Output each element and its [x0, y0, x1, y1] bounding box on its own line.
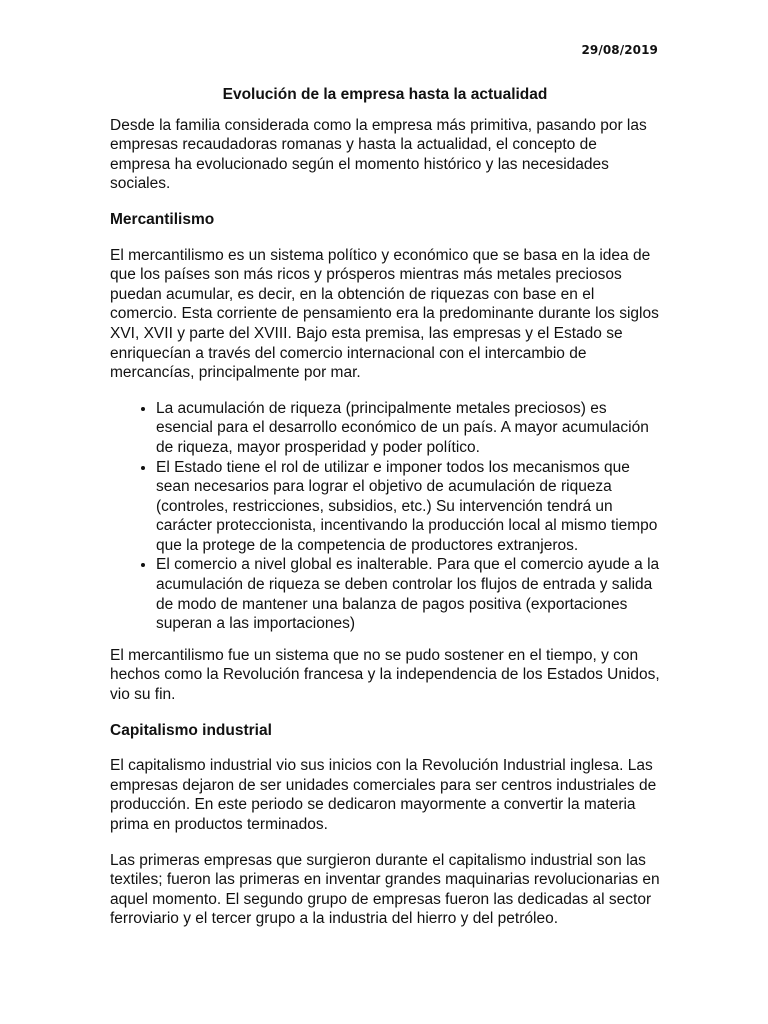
mercantilismo-paragraph-2: El mercantilismo fue un sistema que no se pudo sostener en el tiempo, y con hechos como la Revolución francesa y la independencia de los Estados Unidos, vio su fin. — [110, 646, 660, 704]
document-body — [110, 85, 660, 945]
section-heading-mercantilismo: Mercantilismo — [110, 210, 215, 228]
capitalismo-paragraph-1: El capitalismo industrial vio sus inicios con la Revolución Industrial inglesa. Las empresas dejaron de ser unidades comerciales para ser centros industriales de producción. En este periodo se dedicaron mayormente a convertir la materia prima en productos terminados. — [110, 757, 657, 833]
section-heading-capitalismo-industrial: Capitalismo industrial — [110, 721, 272, 739]
intro-paragraph: Desde la familia considerada como la empresa más primitiva, pasando por las empresas recaudadoras romanas y hasta la actualidad, el concepto de empresa ha evolucionado según el momento histórico y las necesidades sociales. — [110, 116, 647, 193]
mercantilismo-paragraph-1: El mercantilismo es un sistema político y económico que se basa en la idea de que los países son más ricos y prósperos mientras más metales preciosos puedan acumular, es decir, en la obtención de riquezas con base en el comercio. Esta corriente de pensamiento era la predominante durante los siglos XVI, XVII y parte del XVIII. Bajo esta premisa, las empresas y el Estado se enriquecían a través del comercio internacional con el intercambio de mercancías, principalmente por mar. — [110, 246, 659, 382]
capitalismo-paragraph-2: Las primeras empresas que surgieron durante el capitalismo industrial son las textiles; fueron las primeras en inventar grandes maquinarias revolucionarias en aquel momento. El segundo grupo de empresas fueron las dedicadas al sector ferroviario y el tercer grupo a la industria del hierro y del petróleo. — [110, 851, 660, 928]
bullet-item: • El comercio a nivel global es inalterable. Para que el comercio ayude a la acumulación de riqueza se deben controlar los flujos de entrada y salida de modo de mantener una balanza de pagos positiva (exportaciones superan a las importaciones) — [156, 555, 660, 633]
bullet-item: • La acumulación de riqueza (principalmente metales preciosos) es esencial para el desarrollo económico de un país. A mayor acumulación de riqueza, mayor prosperidad y poder político. — [156, 399, 660, 458]
mercantilismo-bullet-list — [110, 399, 660, 634]
document-title: Evolución de la empresa hasta la actualidad — [222, 86, 548, 103]
bullet-item: • El Estado tiene el rol de utilizar e imponer todos los mecanismos que sean necesarios para lograr el objetivo de acumulación de riqueza (controles, restricciones, subsidios, etc.) Su intervención tendrá un carácter proteccionista, incentivando la producción local al mismo tiempo que la protege de la competencia de productores extranjeros. — [156, 458, 660, 556]
document-date: 29/08/2019 — [581, 43, 658, 57]
